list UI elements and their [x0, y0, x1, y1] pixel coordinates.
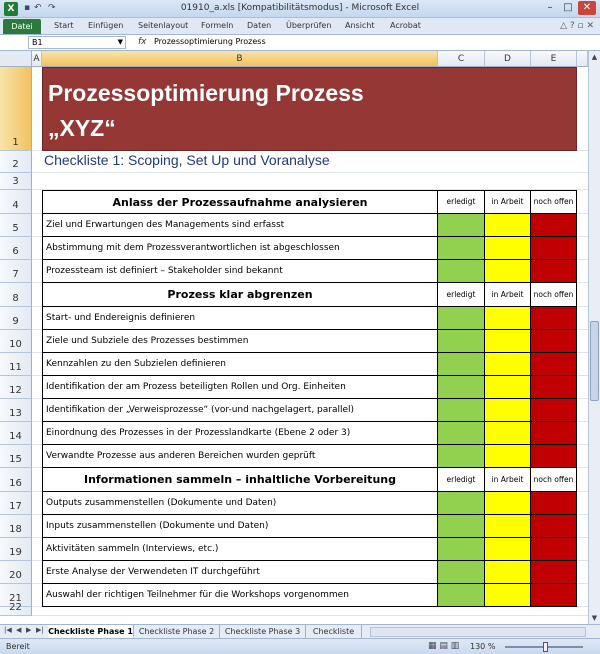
chevron-down-icon[interactable]: ▼ — [117, 38, 123, 46]
maximize-button[interactable]: □ — [563, 2, 573, 13]
status-cell-done[interactable] — [438, 330, 485, 353]
row-number: 20 — [9, 570, 22, 581]
status-cell-done[interactable] — [438, 422, 485, 445]
row-number: 9 — [12, 316, 19, 327]
zoom-slider-handle[interactable] — [543, 642, 548, 652]
tab-start[interactable]: Start — [54, 21, 74, 30]
status-header-done[interactable] — [438, 468, 485, 492]
row-header[interactable] — [0, 307, 32, 330]
row-header[interactable] — [0, 538, 32, 561]
status-header-in-progress-label: in Arbeit — [491, 474, 524, 484]
table-row[interactable]: Verwandte Prozesse aus anderen Bereichen wurden geprüft — [42, 445, 438, 468]
row-header[interactable] — [0, 422, 32, 445]
status-cell-done[interactable] — [438, 492, 485, 515]
zoom-level[interactable]: 130 % — [470, 642, 496, 651]
gridline — [32, 172, 588, 173]
status-cell-in-progress[interactable] — [485, 584, 531, 607]
status-cell-open[interactable] — [531, 237, 577, 260]
table-row[interactable]: Identifikation der am Prozess beteiligten Rollen und Org. Einheiten — [42, 376, 438, 399]
status-ready: Bereit — [6, 642, 30, 651]
select-all-corner[interactable] — [0, 51, 32, 67]
status-cell-in-progress[interactable] — [485, 330, 531, 353]
tab-formulas[interactable]: Formeln — [201, 21, 234, 30]
row-header[interactable] — [0, 67, 32, 151]
status-cell-in-progress[interactable] — [485, 353, 531, 376]
status-cell-open[interactable] — [531, 538, 577, 561]
row-number: 10 — [9, 339, 22, 350]
formula-input[interactable]: Prozessoptimierung Prozess — [154, 37, 266, 46]
checklist-subtitle[interactable]: Checkliste 1: Scoping, Set Up und Voranalyse — [44, 152, 330, 168]
tab-file[interactable]: Datei — [3, 19, 41, 34]
row-number: 11 — [9, 362, 22, 373]
column-header-a[interactable]: A — [32, 51, 42, 67]
row-header[interactable] — [0, 492, 32, 515]
row-header[interactable] — [0, 214, 32, 237]
status-cell-done[interactable] — [438, 260, 485, 283]
table-row[interactable]: Ziele und Subziele des Prozesses bestimmen — [42, 330, 438, 353]
table-row[interactable]: Prozessteam ist definiert – Stakeholder sind bekannt — [42, 260, 438, 283]
status-cell-in-progress[interactable] — [485, 422, 531, 445]
row-header[interactable] — [0, 151, 32, 173]
table-row[interactable]: Einordnung des Prozesses in der Prozesslandkarte (Ebene 2 oder 3) — [42, 422, 438, 445]
vertical-scrollbar[interactable] — [588, 51, 600, 624]
status-header-in-progress[interactable] — [485, 190, 531, 214]
row-number: 14 — [9, 431, 22, 442]
excel-app-icon[interactable]: X — [4, 2, 18, 16]
status-header-open[interactable] — [531, 468, 577, 492]
table-row[interactable]: Kennzahlen zu den Subzielen definieren — [42, 353, 438, 376]
status-cell-open[interactable] — [531, 307, 577, 330]
row-number: 22 — [9, 602, 22, 613]
formula-bar — [0, 35, 600, 51]
table-row[interactable]: Aktivitäten sammeln (Interviews, etc.) — [42, 538, 438, 561]
status-header-done-label: erledigt — [446, 474, 476, 484]
status-cell-open[interactable] — [531, 214, 577, 237]
gridline — [32, 615, 588, 616]
row-number: 7 — [12, 269, 19, 280]
tab-view[interactable]: Ansicht — [345, 21, 375, 30]
name-box[interactable] — [28, 36, 126, 49]
status-cell-done[interactable] — [438, 515, 485, 538]
row-number: 18 — [9, 524, 22, 535]
tab-review[interactable]: Überprüfen — [286, 21, 332, 30]
view-buttons-icon[interactable]: ▦ ▤ ▥ — [428, 641, 460, 651]
scrollbar-thumb[interactable] — [590, 321, 599, 401]
scroll-down-icon[interactable]: ▼ — [591, 614, 598, 622]
row-header[interactable] — [0, 515, 32, 538]
row-number: 2 — [12, 159, 19, 170]
column-header-e[interactable]: E — [531, 51, 577, 67]
status-header-in-progress[interactable] — [485, 468, 531, 492]
status-cell-done[interactable] — [438, 399, 485, 422]
row-header[interactable] — [0, 190, 32, 214]
sheet-tab-phase-3[interactable]: Checkliste Phase 3 — [220, 625, 306, 638]
status-header-in-progress-label: in Arbeit — [491, 197, 524, 206]
status-header-open[interactable] — [531, 190, 577, 214]
title-cell[interactable] — [42, 67, 577, 151]
status-header-done-label: erledigt — [446, 289, 476, 299]
status-cell-in-progress[interactable] — [485, 561, 531, 584]
status-cell-in-progress[interactable] — [485, 376, 531, 399]
row-header[interactable] — [0, 353, 32, 376]
status-cell-open[interactable] — [531, 399, 577, 422]
table-row[interactable]: Start- und Endereignis definieren — [42, 307, 438, 330]
status-cell-done[interactable] — [438, 445, 485, 468]
status-header-in-progress[interactable] — [485, 283, 531, 307]
table-row[interactable]: Outputs zusammenstellen (Dokumente und Daten) — [42, 492, 438, 515]
status-header-in-progress-label: in Arbeit — [491, 289, 524, 299]
row-header[interactable] — [0, 173, 32, 190]
save-icon[interactable]: ▪ — [24, 3, 31, 13]
section-heading[interactable]: Anlass der Prozessaufnahme analysieren — [42, 190, 438, 214]
table-row[interactable]: Ziel und Erwartungen des Managements sind erfasst — [42, 214, 438, 237]
row-header[interactable] — [0, 399, 32, 422]
scroll-up-icon[interactable]: ▲ — [591, 53, 598, 61]
window-title: 01910_a.xls [Kompatibilitätsmodus] - Microsoft Excel — [180, 3, 420, 13]
table-row[interactable]: Auswahl der richtigen Teilnehmer für die Workshops vorgenommen — [42, 584, 438, 607]
ribbon-tabs — [0, 18, 600, 35]
sheet-tab-phase-2[interactable]: Checkliste Phase 2 — [134, 625, 220, 638]
status-cell-open[interactable] — [531, 376, 577, 399]
status-cell-in-progress[interactable] — [485, 307, 531, 330]
column-header-c[interactable]: C — [438, 51, 485, 67]
status-header-open-label: noch offen — [533, 197, 574, 206]
status-cell-in-progress[interactable] — [485, 515, 531, 538]
status-cell-open[interactable] — [531, 561, 577, 584]
row-number: 8 — [12, 293, 19, 304]
row-header[interactable] — [0, 330, 32, 353]
function-icon[interactable]: fx — [138, 37, 147, 47]
row-number: 17 — [9, 501, 22, 512]
status-cell-in-progress[interactable] — [485, 214, 531, 237]
row-header[interactable] — [0, 445, 32, 468]
undo-icon[interactable]: ↶ — [34, 3, 42, 13]
section-heading[interactable]: Informationen sammeln – inhaltliche Vorbereitung — [42, 468, 438, 492]
status-cell-open[interactable] — [531, 353, 577, 376]
tab-acrobat[interactable]: Acrobat — [390, 21, 421, 30]
page-title: Prozessoptimierung Prozess „XYZ“ — [48, 80, 364, 141]
row-header[interactable] — [0, 602, 32, 616]
help-icon[interactable]: △ ? ▫ ✕ — [560, 21, 594, 31]
spreadsheet-grid[interactable] — [0, 51, 588, 624]
row-header[interactable] — [0, 260, 32, 283]
tab-insert[interactable]: Einfügen — [88, 21, 124, 30]
status-cell-done[interactable] — [438, 561, 485, 584]
row-number: 5 — [12, 223, 19, 234]
row-header[interactable] — [0, 561, 32, 584]
row-number: 15 — [9, 454, 22, 465]
status-cell-open[interactable] — [531, 422, 577, 445]
status-cell-done[interactable] — [438, 538, 485, 561]
table-row[interactable]: Erste Analyse der Verwendeten IT durchgeführt — [42, 561, 438, 584]
tab-page-layout[interactable]: Seitenlayout — [138, 21, 189, 30]
row-number: 16 — [9, 478, 22, 489]
status-cell-done[interactable] — [438, 237, 485, 260]
status-header-done[interactable] — [438, 190, 485, 214]
section-heading[interactable]: Prozess klar abgrenzen — [42, 283, 438, 307]
status-bar — [0, 638, 600, 654]
minimize-button[interactable]: – — [547, 2, 553, 13]
table-row[interactable]: Identifikation der „Verweisprozesse“ (vor-und nachgelagert, parallel) — [42, 399, 438, 422]
status-cell-done[interactable] — [438, 307, 485, 330]
status-cell-in-progress[interactable] — [485, 237, 531, 260]
status-cell-in-progress[interactable] — [485, 492, 531, 515]
row-number: 21 — [9, 593, 22, 604]
column-header-f — [577, 51, 588, 67]
row-number: 13 — [9, 408, 22, 419]
status-cell-open[interactable] — [531, 492, 577, 515]
row-number: 4 — [12, 200, 19, 211]
row-header[interactable] — [0, 376, 32, 399]
close-button[interactable]: ✕ — [578, 1, 596, 15]
status-cell-open[interactable] — [531, 260, 577, 283]
redo-icon[interactable]: ↷ — [48, 3, 56, 13]
table-row[interactable]: Inputs zusammenstellen (Dokumente und Daten) — [42, 515, 438, 538]
name-box-value: B1 — [32, 38, 43, 47]
first-sheet-icon[interactable]: |◀ — [4, 626, 12, 634]
sheet-tab-bar — [0, 624, 600, 638]
status-cell-done[interactable] — [438, 584, 485, 607]
status-cell-done[interactable] — [438, 353, 485, 376]
status-cell-open[interactable] — [531, 445, 577, 468]
row-number: 12 — [9, 385, 22, 396]
column-header-d[interactable]: D — [485, 51, 531, 67]
status-cell-done[interactable] — [438, 376, 485, 399]
tab-data[interactable]: Daten — [247, 21, 272, 30]
row-number: 6 — [12, 246, 19, 257]
column-header-b[interactable]: B — [42, 51, 438, 67]
row-header[interactable] — [0, 468, 32, 492]
row-number: 19 — [9, 547, 22, 558]
sheet-tab-phase-1[interactable]: Checkliste Phase 1 — [48, 627, 133, 636]
status-cell-open[interactable] — [531, 330, 577, 353]
status-header-open-label: noch offen — [533, 289, 574, 299]
horizontal-scrollbar[interactable] — [370, 627, 586, 637]
row-header[interactable] — [0, 283, 32, 307]
last-sheet-icon[interactable]: ▶| — [36, 626, 44, 634]
table-row[interactable]: Abstimmung mit dem Prozessverantwortlichen ist abgeschlossen — [42, 237, 438, 260]
title-bar — [0, 0, 600, 18]
status-cell-in-progress[interactable] — [485, 399, 531, 422]
status-header-done-label: erledigt — [446, 197, 476, 206]
row-number: 3 — [12, 176, 19, 187]
status-cell-in-progress[interactable] — [485, 538, 531, 561]
status-header-open-label: noch offen — [533, 474, 574, 484]
next-sheet-icon[interactable]: ▶ — [26, 626, 32, 634]
status-cell-open[interactable] — [531, 515, 577, 538]
row-number: 1 — [12, 137, 19, 148]
status-cell-in-progress[interactable] — [485, 260, 531, 283]
row-header[interactable] — [0, 237, 32, 260]
status-cell-open[interactable] — [531, 584, 577, 607]
status-cell-done[interactable] — [438, 214, 485, 237]
prev-sheet-icon[interactable]: ◀ — [16, 626, 22, 634]
sheet-tab-checkliste[interactable]: Checkliste — [306, 625, 362, 638]
status-cell-in-progress[interactable] — [485, 445, 531, 468]
status-header-done[interactable] — [438, 283, 485, 307]
status-header-open[interactable] — [531, 283, 577, 307]
